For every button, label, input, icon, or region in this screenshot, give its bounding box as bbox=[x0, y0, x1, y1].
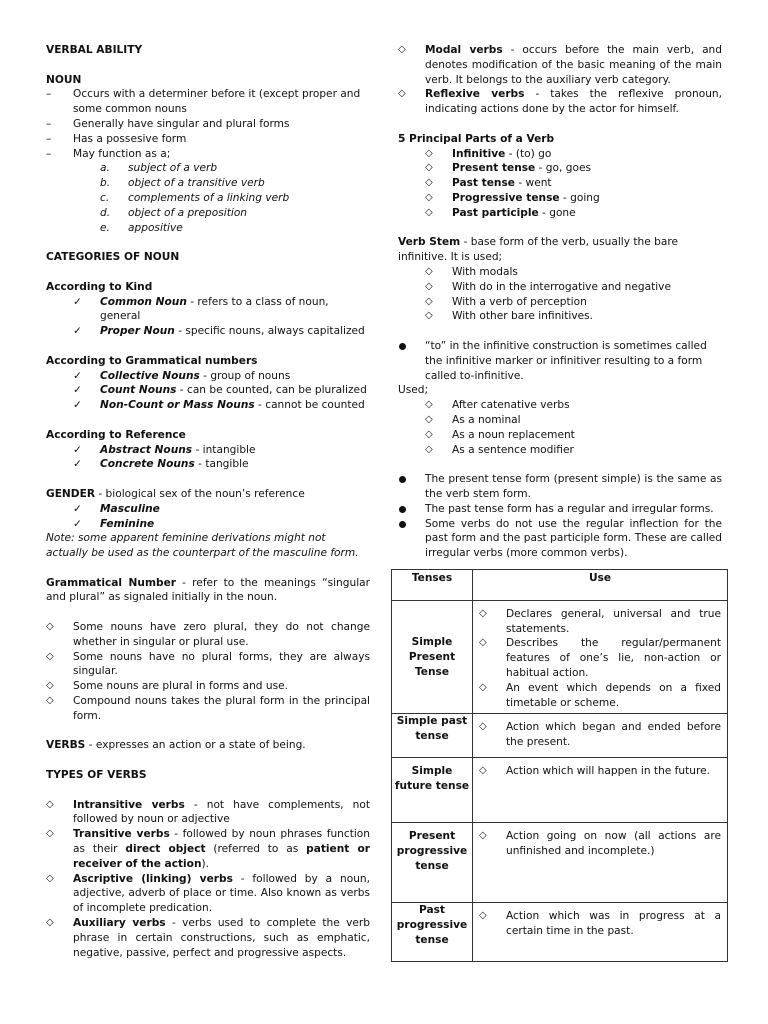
tense-bullet: Some verbs do not use the regular inflection for the past form and the past participle form. These are called irregular verbs (more common verbs). bbox=[398, 517, 722, 561]
right-column bbox=[394, 43, 723, 962]
stem-item: ◇ With other bare infinitives. bbox=[425, 310, 593, 323]
diamond-bullet-icon: ◇ bbox=[425, 162, 433, 174]
gram-item: ✓ Non-Count or Mass Nouns - cannot be counted bbox=[73, 399, 365, 412]
round-bullet-icon bbox=[399, 343, 406, 350]
use-item: ◇ Action which will happen in the future. bbox=[479, 765, 710, 778]
used-item: ◇ As a nominal bbox=[425, 413, 521, 426]
diamond-bullet-icon: ◇ bbox=[46, 872, 54, 884]
diamond-bullet-icon: ◇ bbox=[398, 44, 406, 55]
check-mark-icon: ✓ bbox=[73, 369, 82, 382]
tense-name: Simple Present Tense bbox=[392, 600, 473, 714]
plural-item: ◇ Compound nouns takes the plural form in the principal form. bbox=[46, 695, 370, 722]
ref-item: ✓ Abstract Nouns - intangible bbox=[73, 443, 256, 456]
used-item: ◇ As a sentence modifier bbox=[425, 443, 574, 456]
parts-heading: 5 Principal Parts of a Verb bbox=[398, 132, 555, 145]
plural-item: ◇ Some nouns are plural in forms and use. bbox=[46, 680, 288, 693]
tense-bullet: The present tense form (present simple) is the same as the verb stem form. bbox=[398, 472, 722, 502]
function-item: e. appositive bbox=[100, 221, 183, 234]
kind-item: ✓ Proper Noun - specific nouns, always capitalized bbox=[73, 325, 365, 338]
to-infinitive-bullet: “to” in the infinitive construction is sometimes called the infinitive marker or infinitiver resulting to a form called to-infinitive. bbox=[398, 339, 722, 383]
diamond-bullet-icon: ◇ bbox=[479, 637, 487, 649]
diamond-bullet-icon: ◇ bbox=[425, 191, 433, 203]
part-item: ◇ Present tense - go, goes bbox=[425, 162, 591, 175]
diamond-bullet-icon: ◇ bbox=[398, 88, 406, 100]
stem-item: ◇ With do in the interrogative and negative bbox=[425, 280, 671, 293]
gram-heading: According to Grammatical numbers bbox=[46, 354, 258, 367]
function-item: c. complements of a linking verb bbox=[100, 191, 290, 204]
noun-item: – Generally have singular and plural forms bbox=[46, 117, 370, 132]
check-mark-icon: ✓ bbox=[73, 443, 82, 456]
diamond-bullet-icon: ◇ bbox=[479, 765, 487, 777]
diamond-bullet-icon: ◇ bbox=[46, 680, 54, 692]
use-item: ◇ Describes the regular/permanent features of one’s lie, non-action or habitual action. bbox=[479, 637, 721, 680]
diamond-bullet-icon: ◇ bbox=[425, 428, 433, 440]
diamond-bullet-icon: ◇ bbox=[425, 310, 433, 322]
part-item: ◇ Past participle - gone bbox=[425, 206, 576, 219]
diamond-bullet-icon: ◇ bbox=[425, 206, 433, 218]
noun-list bbox=[46, 87, 370, 161]
function-item: b. object of a transitive verb bbox=[100, 177, 265, 190]
tense-name: Simple future tense bbox=[392, 758, 473, 823]
use-item: ◇ Action which was in progress at a certain time in the past. bbox=[479, 910, 721, 938]
verb-type-item: ◇ Reflexive verbs - takes the reflexive pronoun, indicating actions done by the actor for himself. bbox=[398, 88, 723, 116]
plural-item: ◇ Some nouns have no plural forms, they are always singular. bbox=[46, 650, 370, 678]
diamond-bullet-icon: ◇ bbox=[479, 910, 487, 922]
verb-type-item: ◇ Auxiliary verbs - verbs used to complete the verb phrase in certain constructions, such as emphatic, negative, passive, perfect and progressive aspects. bbox=[46, 917, 370, 959]
check-mark-icon: ✓ bbox=[73, 517, 82, 530]
kind-item: ✓ Common Noun - refers to a class of noun, general bbox=[73, 295, 329, 323]
used-item: ◇ As a noun replacement bbox=[425, 428, 575, 441]
function-item: a. subject of a verb bbox=[100, 162, 218, 175]
noun-functions-list bbox=[46, 161, 370, 235]
verb-type-item: ◇ Modal verbs - occurs before the main verb, and denotes modification of the basic meaning of the main verb. It belongs to the auxiliary verb category. bbox=[398, 44, 723, 86]
gram-item: ✓ Collective Nouns - group of nouns bbox=[73, 369, 291, 382]
check-mark-icon: ✓ bbox=[73, 295, 82, 308]
diamond-bullet-icon: ◇ bbox=[425, 177, 433, 189]
part-item: ◇ Past tense - went bbox=[425, 177, 552, 190]
tense-use bbox=[473, 758, 728, 823]
diamond-bullet-icon: ◇ bbox=[425, 443, 433, 455]
diamond-bullet-icon: ◇ bbox=[46, 917, 54, 929]
tense-name: Past progressive tense bbox=[392, 903, 473, 962]
check-mark-icon: ✓ bbox=[73, 502, 82, 515]
gender-note: Note: some apparent feminine derivations might not actually be used as the counterpart of the masculine form. bbox=[46, 532, 359, 560]
diamond-bullet-icon: ◇ bbox=[425, 295, 433, 307]
grammatical-number-line: Grammatical Number - refer to the meanings “singular and plural” as signaled initially in the noun. bbox=[46, 576, 370, 604]
check-mark-icon: ✓ bbox=[73, 384, 82, 397]
noun-item: – Has a possesive form bbox=[46, 132, 370, 147]
tense-name: Simple past tense bbox=[392, 714, 473, 758]
table-row bbox=[392, 600, 728, 714]
diamond-bullet-icon: ◇ bbox=[425, 399, 433, 411]
stem-item: ◇ With modals bbox=[425, 265, 518, 278]
noun-heading: NOUN bbox=[46, 73, 82, 86]
diamond-bullet-icon: ◇ bbox=[425, 147, 433, 159]
plural-item: ◇ Some nouns have zero plural, they do not change whether in singular or plural use. bbox=[46, 621, 370, 648]
tense-name: Present progressive tense bbox=[392, 823, 473, 903]
diamond-bullet-icon: ◇ bbox=[479, 721, 487, 733]
types-heading: TYPES OF VERBS bbox=[46, 769, 147, 782]
header-tenses: Tenses bbox=[392, 569, 473, 600]
function-item: d. object of a preposition bbox=[100, 206, 248, 219]
table-row bbox=[392, 714, 728, 758]
tenses-table bbox=[391, 569, 728, 963]
ref-heading: According to Reference bbox=[46, 428, 186, 441]
used-label: Used; bbox=[398, 384, 429, 397]
verb-type-item: ◇ Intransitive verbs - not have complements, not followed by noun or adjective bbox=[46, 798, 370, 826]
table-row bbox=[392, 758, 728, 823]
noun-item: – May function as a; bbox=[46, 147, 370, 162]
table-row bbox=[392, 823, 728, 903]
used-item: ◇ After catenative verbs bbox=[425, 399, 570, 412]
diamond-bullet-icon: ◇ bbox=[479, 607, 487, 619]
check-mark-icon: ✓ bbox=[73, 458, 82, 471]
stem-item: ◇ With a verb of perception bbox=[425, 295, 587, 308]
gram-item: ✓ Count Nouns - can be counted, can be pluralized bbox=[73, 384, 367, 397]
header-use: Use bbox=[473, 569, 728, 600]
left-column bbox=[46, 43, 370, 960]
use-item: ◇ An event which depends on a fixed timetable or scheme. bbox=[479, 681, 721, 709]
check-mark-icon: ✓ bbox=[73, 325, 82, 338]
tense-bullet: The past tense form has a regular and irregular forms. bbox=[398, 502, 722, 517]
diamond-bullet-icon: ◇ bbox=[46, 621, 54, 633]
doc-title: VERBAL ABILITY bbox=[46, 44, 143, 56]
round-bullet-icon bbox=[399, 521, 406, 528]
diamond-bullet-icon: ◇ bbox=[46, 695, 54, 707]
ref-item: ✓ Concrete Nouns - tangible bbox=[73, 458, 249, 471]
check-mark-icon: ✓ bbox=[73, 399, 82, 412]
tense-use bbox=[473, 714, 728, 758]
diamond-bullet-icon: ◇ bbox=[479, 681, 487, 693]
round-bullet-icon bbox=[399, 506, 406, 513]
categories-heading: CATEGORIES OF NOUN bbox=[46, 251, 180, 264]
part-item: ◇ Infinitive - (to) go bbox=[425, 147, 552, 160]
diamond-bullet-icon: ◇ bbox=[425, 280, 433, 292]
table-row bbox=[392, 903, 728, 962]
tense-use bbox=[473, 600, 728, 714]
gender-line: GENDER - biological sex of the noun’s reference bbox=[46, 487, 305, 500]
verb-type-item: ◇ Ascriptive (linking) verbs - followed by a noun, adjective, adverb of place or time. Also known as verbs of incomplete predication. bbox=[46, 872, 370, 915]
round-bullet-icon bbox=[399, 476, 406, 483]
kind-heading: According to Kind bbox=[46, 280, 153, 293]
use-item: ◇ Action going on now (all actions are unfinished and incomplete.) bbox=[479, 830, 721, 858]
use-item: ◇ Declares general, universal and true statements. bbox=[479, 607, 721, 635]
diamond-bullet-icon: ◇ bbox=[425, 265, 433, 277]
table-header-row bbox=[392, 569, 728, 600]
diamond-bullet-icon: ◇ bbox=[46, 828, 54, 840]
verbs-line: VERBS - expresses an action or a state of being. bbox=[46, 739, 306, 752]
noun-item: – Occurs with a determiner before it (except proper and some common nouns bbox=[46, 87, 370, 117]
gender-item: ✓ Masculine bbox=[73, 502, 160, 515]
diamond-bullet-icon: ◇ bbox=[425, 413, 433, 425]
gender-item: ✓ Feminine bbox=[73, 517, 155, 530]
use-item: ◇ Action which began and ended before the present. bbox=[479, 721, 721, 749]
diamond-bullet-icon: ◇ bbox=[46, 650, 54, 662]
verb-stem-line: Verb Stem - base form of the verb, usually the bare infinitive. It is used; bbox=[398, 236, 678, 264]
tense-use bbox=[473, 823, 728, 903]
part-item: ◇ Progressive tense - going bbox=[425, 191, 600, 204]
diamond-bullet-icon: ◇ bbox=[479, 830, 487, 842]
tense-use bbox=[473, 903, 728, 962]
diamond-bullet-icon: ◇ bbox=[46, 798, 54, 810]
verb-type-item: ◇ Transitive verbs - followed by noun phrases function as their direct object (referred to as patient or receiver of the action). bbox=[46, 828, 371, 870]
